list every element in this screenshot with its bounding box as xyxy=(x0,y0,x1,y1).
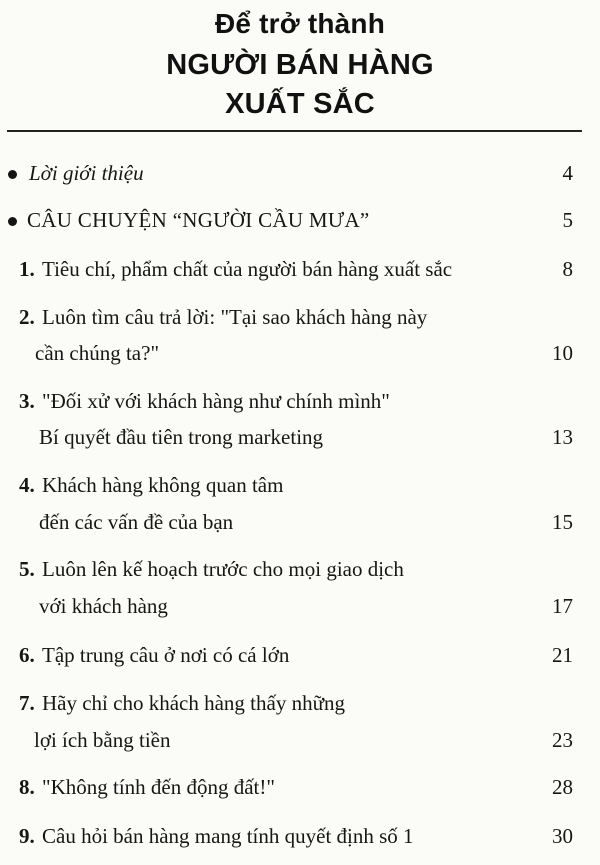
toc-page-number: 28 xyxy=(552,775,573,799)
toc-entry-title: Tiêu chí, phẩm chất của người bán hàng xuất sắc xyxy=(42,257,453,281)
toc-entry-title: Tập trung câu ở nơi có cá lớn xyxy=(42,643,290,667)
chapter-number: 3. xyxy=(19,389,35,413)
bullet-icon xyxy=(8,170,17,179)
chapter-number: 1. xyxy=(19,257,35,281)
toc-entry-chapter-3-cont[interactable] xyxy=(0,424,600,450)
toc-entry-title: Hãy chỉ cho khách hàng thấy những xyxy=(42,691,345,715)
toc-page-number: 5 xyxy=(562,208,573,232)
toc-entry-chapter-2-cont[interactable] xyxy=(0,340,600,366)
toc-entry-title-cont: với khách hàng xyxy=(39,594,168,618)
toc-entry-chapter-4-cont[interactable] xyxy=(0,509,600,535)
toc-entry-chapter-6[interactable] xyxy=(0,642,600,668)
toc-entry-chapter-3[interactable] xyxy=(0,388,600,414)
toc-page-number: 23 xyxy=(552,728,573,752)
toc-entry-title-cont: lợi ích bằng tiền xyxy=(34,728,171,752)
toc-entry-intro[interactable] xyxy=(0,160,600,186)
toc-entry-chapter-7-cont[interactable] xyxy=(0,727,600,753)
toc-entry-story[interactable] xyxy=(0,207,600,233)
book-title-line-2: NGƯỜI BÁN HÀNG xyxy=(166,49,434,81)
toc-page-number: 15 xyxy=(552,510,573,534)
toc-entry-title: Câu hỏi bán hàng mang tính quyết định số 1 xyxy=(42,824,414,848)
chapter-number: 8. xyxy=(19,775,35,799)
toc-entry-chapter-2[interactable] xyxy=(0,304,600,330)
toc-page-number: 4 xyxy=(562,161,573,185)
toc-entry-chapter-4[interactable] xyxy=(0,472,600,498)
chapter-number: 7. xyxy=(19,691,35,715)
toc-entry-chapter-1[interactable] xyxy=(0,256,600,282)
toc-entry-chapter-8[interactable] xyxy=(0,774,600,800)
book-title-line-1: Để trở thành xyxy=(214,8,386,39)
toc-page-number: 10 xyxy=(552,341,573,365)
toc-entry-title: Luôn lên kế hoạch trước cho mọi giao dịch xyxy=(42,557,404,581)
chapter-number: 5. xyxy=(19,557,35,581)
toc-entry-title: "Không tính đến động đất!" xyxy=(42,775,275,799)
chapter-number: 2. xyxy=(19,305,35,329)
toc-entry-title: CÂU CHUYỆN “NGƯỜI CẦU MƯA” xyxy=(27,208,370,232)
toc-entry-title: Lời giới thiệu xyxy=(29,161,144,185)
toc-entry-title: Luôn tìm câu trả lời: "Tại sao khách hàng này xyxy=(42,305,428,329)
toc-entry-title-cont: cần chúng ta?" xyxy=(35,341,160,365)
chapter-number: 9. xyxy=(19,824,35,848)
toc-entry-chapter-9[interactable] xyxy=(0,823,600,849)
toc-entry-title: "Đối xử với khách hàng như chính mình" xyxy=(42,389,390,413)
toc-page-number: 13 xyxy=(552,425,573,449)
chapter-number: 6. xyxy=(19,643,35,667)
toc-page-number: 30 xyxy=(552,824,573,848)
toc-page-number: 21 xyxy=(552,643,573,667)
toc-page-number: 17 xyxy=(552,594,573,618)
toc-entry-title-cont: Bí quyết đầu tiên trong marketing xyxy=(39,425,324,449)
chapter-number: 4. xyxy=(19,473,35,497)
toc-entry-title-cont: đến các vấn đề của bạn xyxy=(39,510,234,534)
toc-entry-chapter-7[interactable] xyxy=(0,690,600,716)
toc-page-number: 8 xyxy=(562,257,573,281)
toc-entry-chapter-5[interactable] xyxy=(0,556,600,582)
toc-entry-chapter-5-cont[interactable] xyxy=(0,593,600,619)
toc-entry-title: Khách hàng không quan tâm xyxy=(42,473,284,497)
book-title-line-3: XUẤT SẮC xyxy=(225,88,375,120)
bullet-icon xyxy=(8,217,17,226)
